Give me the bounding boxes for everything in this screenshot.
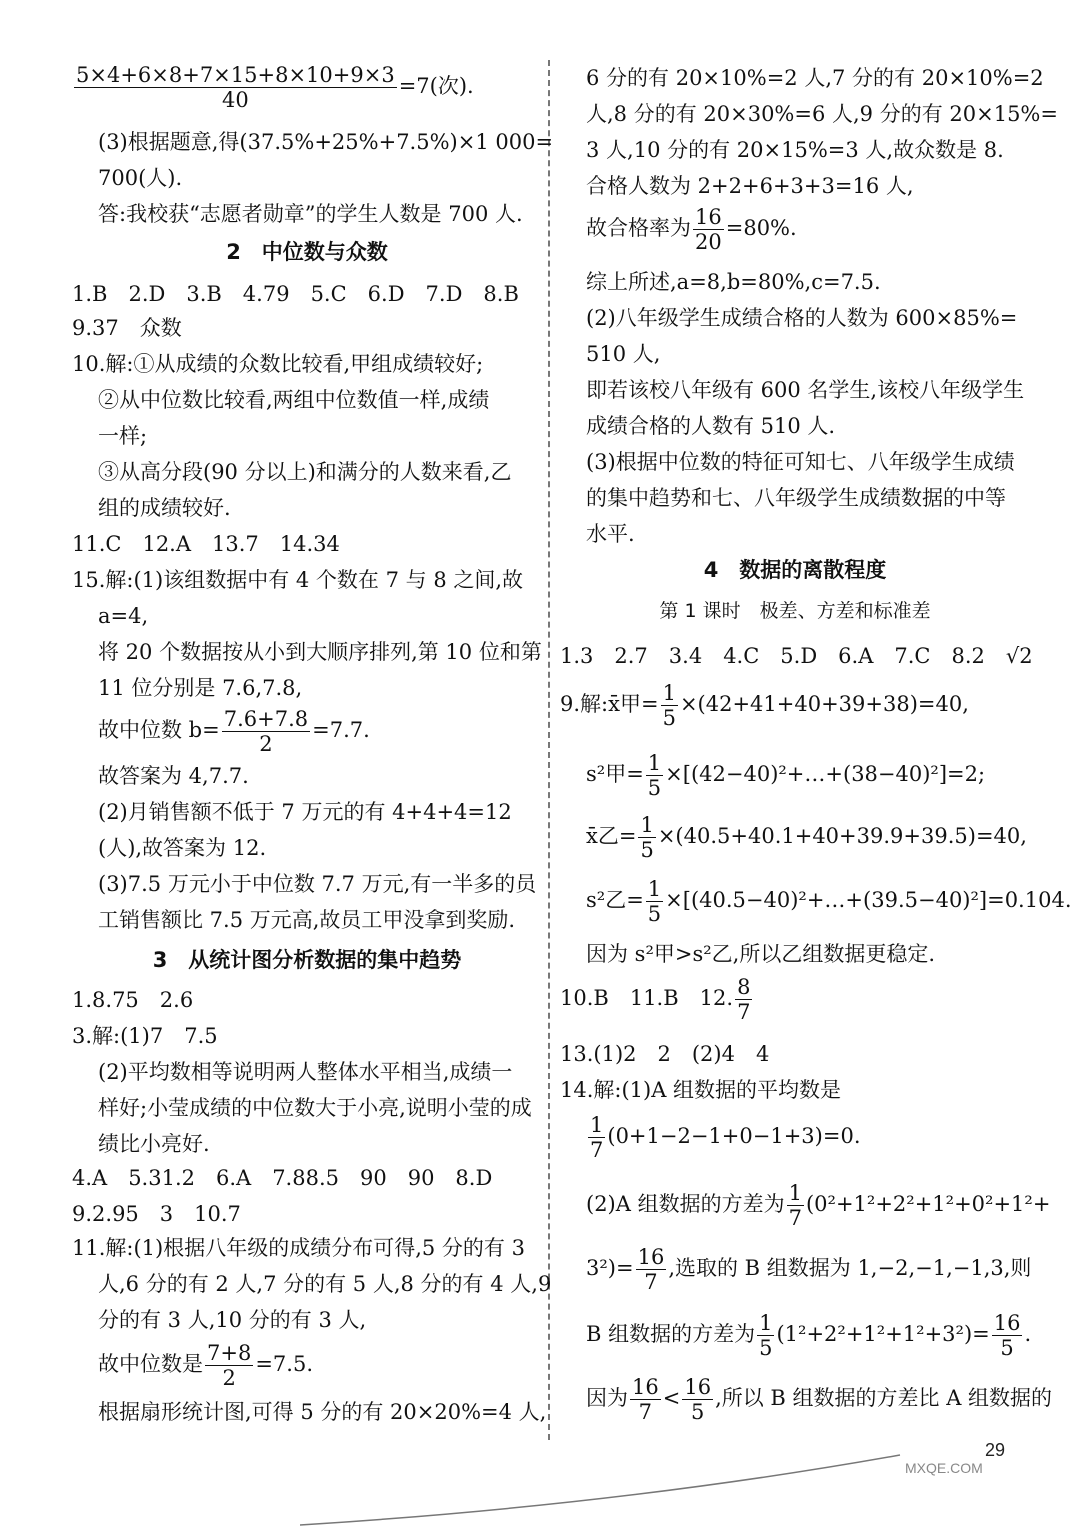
solution-line: 将 20 个数据按从小到大顺序排列,第 10 位和第 bbox=[98, 640, 542, 664]
mean-calc-line: $\frac{5\times 4+6\times 8+7\times 15+8\times 10+9\times 3}{40}$ =7(次). bbox=[76, 63, 474, 113]
solution-line: 11 位分别是 7.6,7.8, bbox=[98, 676, 303, 700]
solution-line: 一样; bbox=[98, 424, 148, 448]
fraction: $\frac{5\times 4+6\times 8+7\times 15+8\times 10+9\times 3}{40}$ bbox=[76, 63, 395, 113]
solution-line: 人,8 分的有 20×30%=6 人,9 分的有 20×15%= bbox=[586, 102, 1058, 126]
solution-line: 因为 s²甲>s²乙,所以乙组数据更稳定. bbox=[586, 942, 936, 966]
solution-line: 分的有 3 人,10 分的有 3 人, bbox=[98, 1308, 367, 1332]
solution-line: 合格人数为 2+2+6+3+3=16 人, bbox=[586, 174, 914, 198]
solution-line: 10.解:①从成绩的众数比较看,甲组成绩较好; bbox=[72, 352, 484, 376]
fraction: $\frac{16}{7}$ bbox=[637, 1245, 665, 1295]
text-line: 700(人). bbox=[98, 166, 183, 190]
solution-line: 15.解:(1)该组数据中有 4 个数在 7 与 8 之间,故 bbox=[72, 568, 524, 592]
solution-line: 14.解:(1)A 组数据的平均数是 bbox=[560, 1078, 842, 1102]
mean-formula: $\frac{1}{7}$ (0+1−2−1+0−1+3)=0. bbox=[590, 1113, 861, 1163]
answer-line: 10.B 11.B 12. $\frac{8}{7}$ bbox=[560, 975, 751, 1025]
footer-decoration bbox=[300, 1445, 920, 1535]
solution-line: 3 人,10 分的有 20×15%=3 人,故众数是 8. bbox=[586, 138, 1004, 162]
answer-line: 1.8.75 2.6 bbox=[72, 988, 194, 1012]
text-line: (3)根据题意,得(37.5%+25%+7.5%)×1 000= bbox=[98, 130, 554, 154]
solution-line: 510 人, bbox=[586, 342, 661, 366]
solution-line: (人),故答案为 12. bbox=[98, 836, 267, 860]
fraction: $\frac{1}{7}$ bbox=[590, 1113, 604, 1163]
solution-line: (2)平均数相等说明两人整体水平相当,成绩一 bbox=[98, 1060, 513, 1084]
fraction: $\frac{1}{5}$ bbox=[647, 877, 662, 927]
solution-line: 根据扇形统计图,可得 5 分的有 20×20%=4 人, bbox=[98, 1400, 547, 1424]
solution-line: (3)根据中位数的特征可知七、八年级学生成绩 bbox=[586, 450, 1015, 474]
median-formula: 故中位数是 $\frac{7+8}{2}$ =7.5. bbox=[98, 1341, 313, 1391]
fraction: $\frac{7.6+7.8}{2}$ bbox=[223, 707, 309, 757]
fraction: $\frac{1}{5}$ bbox=[759, 1311, 773, 1361]
fraction: $\frac{1}{5}$ bbox=[662, 681, 676, 731]
watermark: MXQE.COM bbox=[905, 1460, 983, 1476]
fraction: $\frac{16}{7}$ bbox=[632, 1375, 659, 1425]
fraction: $\frac{16}{5}$ bbox=[684, 1375, 712, 1425]
answer-line: 9.37 众数 bbox=[72, 316, 182, 340]
answer-line: 11.C 12.A 13.7 14.34 bbox=[72, 532, 340, 556]
solution-line: 6 分的有 20×10%=2 人,7 分的有 20×10%=2 bbox=[586, 66, 1044, 90]
fraction: $\frac{8}{7}$ bbox=[737, 975, 751, 1025]
fraction: $\frac{16}{20}$ bbox=[695, 205, 722, 255]
section-heading: 2 中位数与众数 bbox=[226, 240, 388, 264]
section-heading: 3 从统计图分析数据的集中趋势 bbox=[152, 948, 462, 972]
fraction: $\frac{16}{5}$ bbox=[993, 1311, 1021, 1361]
variance-formula: B 组数据的方差为 $\frac{1}{5}$ (1²+2²+1²+1²+3²)= $\frac{16}{5}$ . bbox=[586, 1311, 1032, 1361]
fraction: $\frac{7+8}{2}$ bbox=[207, 1341, 252, 1391]
solution-line: 故答案为 4,7.7. bbox=[98, 764, 249, 788]
section-subheading: 第 1 课时 极差、方差和标准差 bbox=[659, 600, 931, 622]
answer-line: 9.2.95 3 10.7 bbox=[72, 1202, 241, 1226]
pass-rate-formula: 故合格率为 $\frac{16}{20}$ =80%. bbox=[586, 205, 797, 255]
solution-line: a=4, bbox=[98, 604, 149, 628]
mean-formula: x̄乙= $\frac{1}{5}$ ×(40.5+40.1+40+39.9+39.5)=40, bbox=[586, 813, 1027, 863]
answer-line: 1.B 2.D 3.B 4.79 5.C 6.D 7.D 8.B bbox=[72, 282, 519, 306]
solution-line: 的集中趋势和七、八年级学生成绩数据的中等 bbox=[586, 486, 1006, 510]
solution-line: ③从高分段(90 分以上)和满分的人数来看,乙 bbox=[98, 460, 512, 484]
solution-line: (2)八年级学生成绩合格的人数为 600×85%= bbox=[586, 306, 1018, 330]
solution-line: 样好;小莹成绩的中位数大于小亮,说明小莹的成 bbox=[98, 1096, 532, 1120]
solution-line: (2)月销售额不低于 7 万元的有 4+4+4=12 bbox=[98, 800, 512, 824]
solution-line: 11.解:(1)根据八年级的成绩分布可得,5 分的有 3 bbox=[72, 1236, 525, 1260]
median-formula: 故中位数 b= $\frac{7.6+7.8}{2}$ =7.7. bbox=[98, 707, 370, 757]
solution-line: 工销售额比 7.5 万元高,故员工甲没拿到奖励. bbox=[98, 908, 516, 932]
solution-line: 绩比小亮好. bbox=[98, 1132, 210, 1156]
answer-line: 4.A 5.31.2 6.A 7.88.5 90 90 8.D bbox=[72, 1166, 493, 1190]
answer-line: 13.(1)2 2 (2)4 4 bbox=[560, 1042, 770, 1066]
section-heading: 4 数据的离散程度 bbox=[703, 558, 887, 582]
variance-formula: s²乙= $\frac{1}{5}$ ×[(40.5−40)²+…+(39.5−40)²]=0.104. bbox=[586, 877, 1072, 927]
solution-line: 3.解:(1)7 7.5 bbox=[72, 1024, 218, 1048]
mean-formula: 9.解:x̄甲= $\frac{1}{5}$ ×(42+41+40+39+38)=40, bbox=[560, 681, 969, 731]
variance-formula: s²甲= $\frac{1}{5}$ ×[(42−40)²+…+(38−40)²]=2; bbox=[586, 751, 986, 801]
comparison-line: 因为 $\frac{16}{7}$ < $\frac{16}{5}$ ,所以 B 组数据的方差比 A 组数据的 bbox=[586, 1375, 1053, 1425]
solution-line: 水平. bbox=[586, 522, 635, 546]
answer-line: 1.3 2.7 3.4 4.C 5.D 6.A 7.C 8.2 √2 bbox=[560, 644, 1033, 668]
solution-line: 人,6 分的有 2 人,7 分的有 5 人,8 分的有 4 人,9 bbox=[98, 1272, 552, 1296]
fraction: $\frac{1}{5}$ bbox=[640, 813, 654, 863]
solution-line: 成绩合格的人数有 510 人. bbox=[586, 414, 836, 438]
page-number: 29 bbox=[985, 1440, 1006, 1460]
column-divider bbox=[548, 60, 550, 1440]
fraction: $\frac{1}{7}$ bbox=[788, 1181, 802, 1231]
variance-formula: 3²)= $\frac{16}{7}$ ,选取的 B 组数据为 1,−2,−1,−1,3,则 bbox=[586, 1245, 1032, 1295]
solution-line: ②从中位数比较看,两组中位数值一样,成绩 bbox=[98, 388, 490, 412]
fraction: $\frac{1}{5}$ bbox=[647, 751, 662, 801]
solution-line: 组的成绩较好. bbox=[98, 496, 231, 520]
variance-formula: (2)A 组数据的方差为 $\frac{1}{7}$ (0²+1²+2²+1²+0²+1²+ bbox=[586, 1181, 1051, 1231]
text-line: 答:我校获“志愿者勋章”的学生人数是 700 人. bbox=[98, 202, 523, 226]
solution-line: (3)7.5 万元小于中位数 7.7 万元,有一半多的员 bbox=[98, 872, 537, 896]
solution-line: 综上所述,a=8,b=80%,c=7.5. bbox=[586, 270, 881, 294]
solution-line: 即若该校八年级有 600 名学生,该校八年级学生 bbox=[586, 378, 1025, 402]
